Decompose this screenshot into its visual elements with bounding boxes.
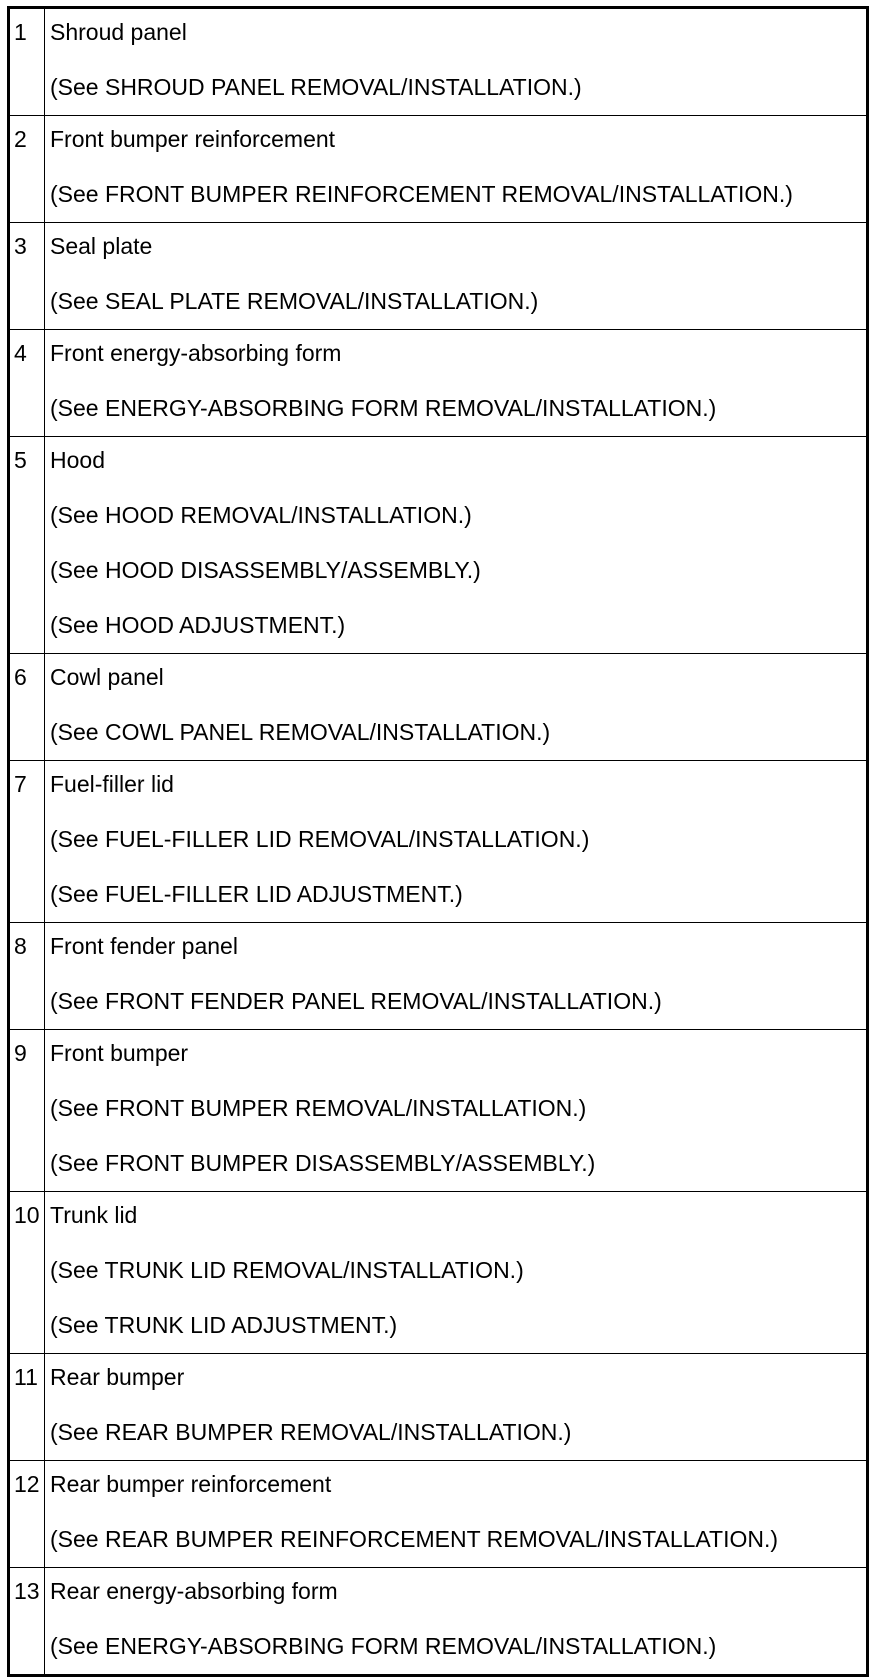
item-description — [45, 654, 868, 761]
item-reference: (See HOOD ADJUSTMENT.) — [50, 613, 346, 638]
item-number: 12 — [9, 1461, 45, 1568]
item-number: 2 — [9, 116, 45, 223]
item-description — [45, 116, 868, 223]
item-reference: (See HOOD REMOVAL/INSTALLATION.) — [50, 503, 472, 528]
item-reference: (See COWL PANEL REMOVAL/INSTALLATION.) — [50, 720, 551, 745]
item-title: Seal plate — [50, 234, 153, 259]
table-row — [9, 8, 868, 116]
item-reference: (See TRUNK LID REMOVAL/INSTALLATION.) — [50, 1258, 524, 1283]
item-title: Rear bumper — [50, 1365, 185, 1390]
item-reference: (See FRONT BUMPER DISASSEMBLY/ASSEMBLY.) — [50, 1151, 596, 1176]
item-description — [45, 437, 868, 654]
item-title: Trunk lid — [50, 1203, 138, 1228]
item-number: 13 — [9, 1568, 45, 1676]
item-number: 3 — [9, 223, 45, 330]
item-reference: (See FRONT FENDER PANEL REMOVAL/INSTALLATION.) — [50, 989, 662, 1014]
item-number: 1 — [9, 8, 45, 116]
item-title: Front bumper reinforcement — [50, 127, 336, 152]
table-row — [9, 223, 868, 330]
item-reference: (See TRUNK LID ADJUSTMENT.) — [50, 1313, 398, 1338]
table-row — [9, 761, 868, 923]
item-description — [45, 223, 868, 330]
item-description — [45, 1568, 868, 1676]
item-reference: (See FUEL-FILLER LID ADJUSTMENT.) — [50, 882, 463, 907]
item-description — [45, 923, 868, 1030]
table-row — [9, 654, 868, 761]
item-title: Shroud panel — [50, 20, 187, 45]
table-row — [9, 1192, 868, 1354]
item-reference: (See HOOD DISASSEMBLY/ASSEMBLY.) — [50, 558, 481, 583]
item-description — [45, 8, 868, 116]
item-reference: (See ENERGY-ABSORBING FORM REMOVAL/INSTALLATION.) — [50, 396, 717, 421]
item-number: 5 — [9, 437, 45, 654]
table-row — [9, 1354, 868, 1461]
item-reference: (See FUEL-FILLER LID REMOVAL/INSTALLATION.) — [50, 827, 590, 852]
item-reference: (See REAR BUMPER REINFORCEMENT REMOVAL/INSTALLATION.) — [50, 1527, 779, 1552]
item-title: Hood — [50, 448, 105, 473]
item-number: 9 — [9, 1030, 45, 1192]
item-reference: (See FRONT BUMPER REMOVAL/INSTALLATION.) — [50, 1096, 587, 1121]
table-row — [9, 923, 868, 1030]
table-row — [9, 437, 868, 654]
item-reference: (See FRONT BUMPER REINFORCEMENT REMOVAL/INSTALLATION.) — [50, 182, 793, 207]
item-reference: (See REAR BUMPER REMOVAL/INSTALLATION.) — [50, 1420, 572, 1445]
item-title: Rear energy-absorbing form — [50, 1579, 338, 1604]
table-row — [9, 1568, 868, 1676]
item-title: Fuel-filler lid — [50, 772, 174, 797]
item-title: Cowl panel — [50, 665, 164, 690]
item-number: 11 — [9, 1354, 45, 1461]
item-number: 10 — [9, 1192, 45, 1354]
item-number: 6 — [9, 654, 45, 761]
item-number: 8 — [9, 923, 45, 1030]
item-title: Front bumper — [50, 1041, 189, 1066]
item-reference: (See SHROUD PANEL REMOVAL/INSTALLATION.) — [50, 75, 582, 100]
item-description — [45, 1354, 868, 1461]
item-description — [45, 1192, 868, 1354]
table-row — [9, 1461, 868, 1568]
item-description — [45, 1030, 868, 1192]
table-row — [9, 1030, 868, 1192]
table-row — [9, 116, 868, 223]
item-description — [45, 330, 868, 437]
parts-table-body — [9, 8, 868, 1676]
item-title: Front energy-absorbing form — [50, 341, 342, 366]
item-reference: (See ENERGY-ABSORBING FORM REMOVAL/INSTALLATION.) — [50, 1634, 717, 1659]
item-title: Front fender panel — [50, 934, 238, 959]
item-number: 7 — [9, 761, 45, 923]
table-row — [9, 330, 868, 437]
item-description — [45, 761, 868, 923]
item-number: 4 — [9, 330, 45, 437]
item-reference: (See SEAL PLATE REMOVAL/INSTALLATION.) — [50, 289, 539, 314]
item-description — [45, 1461, 868, 1568]
parts-table — [7, 6, 869, 1677]
item-title: Rear bumper reinforcement — [50, 1472, 332, 1497]
